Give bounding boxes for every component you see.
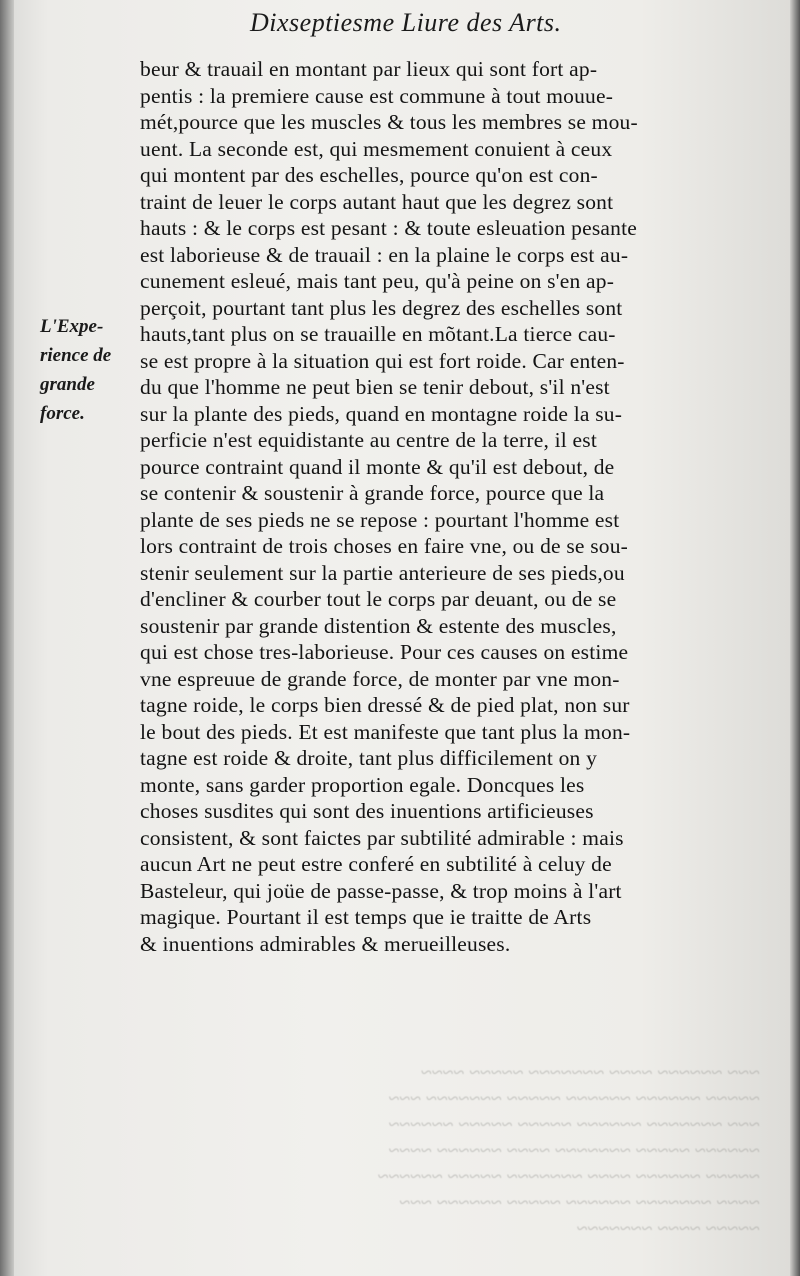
text-line: tagne roide, le corps bien dressé & de pied plat, non sur xyxy=(140,693,630,717)
text-line: se contenir & soustenir à grande force, pource que la xyxy=(140,481,605,505)
margin-note-line: rience de xyxy=(40,345,112,366)
margin-note-line: L'Expe- xyxy=(40,316,104,337)
text-line: cunement esleué, mais tant peu, qu'à peine on s'en ap- xyxy=(140,269,615,293)
text-line: soustenir par grande distention & estente des muscles, xyxy=(140,613,617,638)
text-line: stenir seulement sur la partie anterieure de ses pieds,ou xyxy=(140,560,625,585)
text-line: tagne est roide & droite, tant plus difficilement on y xyxy=(140,746,598,770)
body-text xyxy=(140,56,772,957)
text-line: sur la plante des pieds, quand en montagne roide la su- xyxy=(140,401,623,426)
text-line: mét,pource que les muscles & tous les membres se mou- xyxy=(140,110,638,134)
text-line: vne espreuue de grande force, de monter par vne mon- xyxy=(140,666,620,691)
text-line: perçoit, pourtant tant plus les degrez des eschelles sont xyxy=(140,295,623,320)
page-gutter-shadow xyxy=(0,0,14,1276)
margin-note xyxy=(40,312,140,428)
text-line: du que l'homme ne peut bien se tenir debout, s'il n'est xyxy=(140,375,610,399)
text-line: Basteleur, qui joüe de passe-passe, & trop moins à l'art xyxy=(140,878,622,903)
text-line: choses susdites qui sont des inuentions artificieuses xyxy=(140,799,594,823)
text-line: aucun Art ne peut estre conferé en subtilité à celuy de xyxy=(140,852,612,876)
text-line: qui est chose tres-laborieuse. Pour ces causes on estime xyxy=(140,640,629,664)
text-line: pource contraint quand il monte & qu'il est debout, de xyxy=(140,454,615,479)
text-line: est laborieuse & de trauail : en la plaine le corps est au- xyxy=(140,242,629,267)
page-edge-shadow xyxy=(790,0,800,1276)
text-line: consistent, & sont faictes par subtilité admirable : mais xyxy=(140,825,624,850)
margin-note-line: grande xyxy=(40,374,95,395)
text-line: monte, sans garder proportion egale. Doncques les xyxy=(140,772,585,797)
text-line: beur & trauail en montant par lieux qui sont fort ap- xyxy=(140,57,598,81)
text-line: qui montent par des eschelles, pource qu'on est con- xyxy=(140,163,598,187)
text-line: se est propre à la situation qui est fort roide. Car enten- xyxy=(140,348,625,373)
text-line: magique. Pourtant il est temps que ie traitte de Arts xyxy=(140,905,592,929)
text-line: plante de ses pieds ne se repose : pourtant l'homme est xyxy=(140,507,620,532)
running-header: Dixseptiesme Liure des Arts. xyxy=(250,8,562,37)
text-line: traint de leuer le corps autant haut que les degrez sont xyxy=(140,189,614,214)
text-line: lors contraint de trois choses en faire vne, ou de se sou- xyxy=(140,534,629,558)
text-line: pentis : la premiere cause est commune à tout mouue- xyxy=(140,83,614,108)
text-line: perficie n'est equidistante au centre de la terre, il est xyxy=(140,428,598,452)
margin-note-line: force. xyxy=(40,403,85,424)
text-line: uent. La seconde est, qui mesmement conuient à ceux xyxy=(140,136,613,161)
text-line: & inuentions admirables & merueilleuses. xyxy=(140,931,511,956)
text-line: le bout des pieds. Et est manifeste que tant plus la mon- xyxy=(140,719,631,744)
text-line: hauts : & le corps est pesant : & toute esleuation pesante xyxy=(140,216,638,240)
text-line: hauts,tant plus on se trauaille en mõtant.La tierce cau- xyxy=(140,322,616,346)
text-line: d'encliner & courber tout le corps par deuant, ou de se xyxy=(140,587,617,611)
show-through-bleed: ~~~ ~~~~~~ ~~~~ ~~~~~~~ ~~~~~ ~~~~ ~~~~~ ~~~~~~ ~~~~~~ ~~~~~ ~~~~~~~ ~~~ ~~~ ~~~~~~~ ~~~~~~ ~~~~~ ~~~~~ ~~~~~~ ~~~~~~ ~~~~~ ~~~~~~~ ~~~~ ~~~~~~ ~~~~ ~~~~~ ~~~~~~ ~~~~ ~~~~~~~ ~~~~~ ~~~~~~ ~~~~ ~~~~~~~ ~~~~~~ ~~~~~ ~~~~~~ ~~~ ~~~~~ ~~~~ ~~~~~~~ xyxy=(377,1062,760,1240)
